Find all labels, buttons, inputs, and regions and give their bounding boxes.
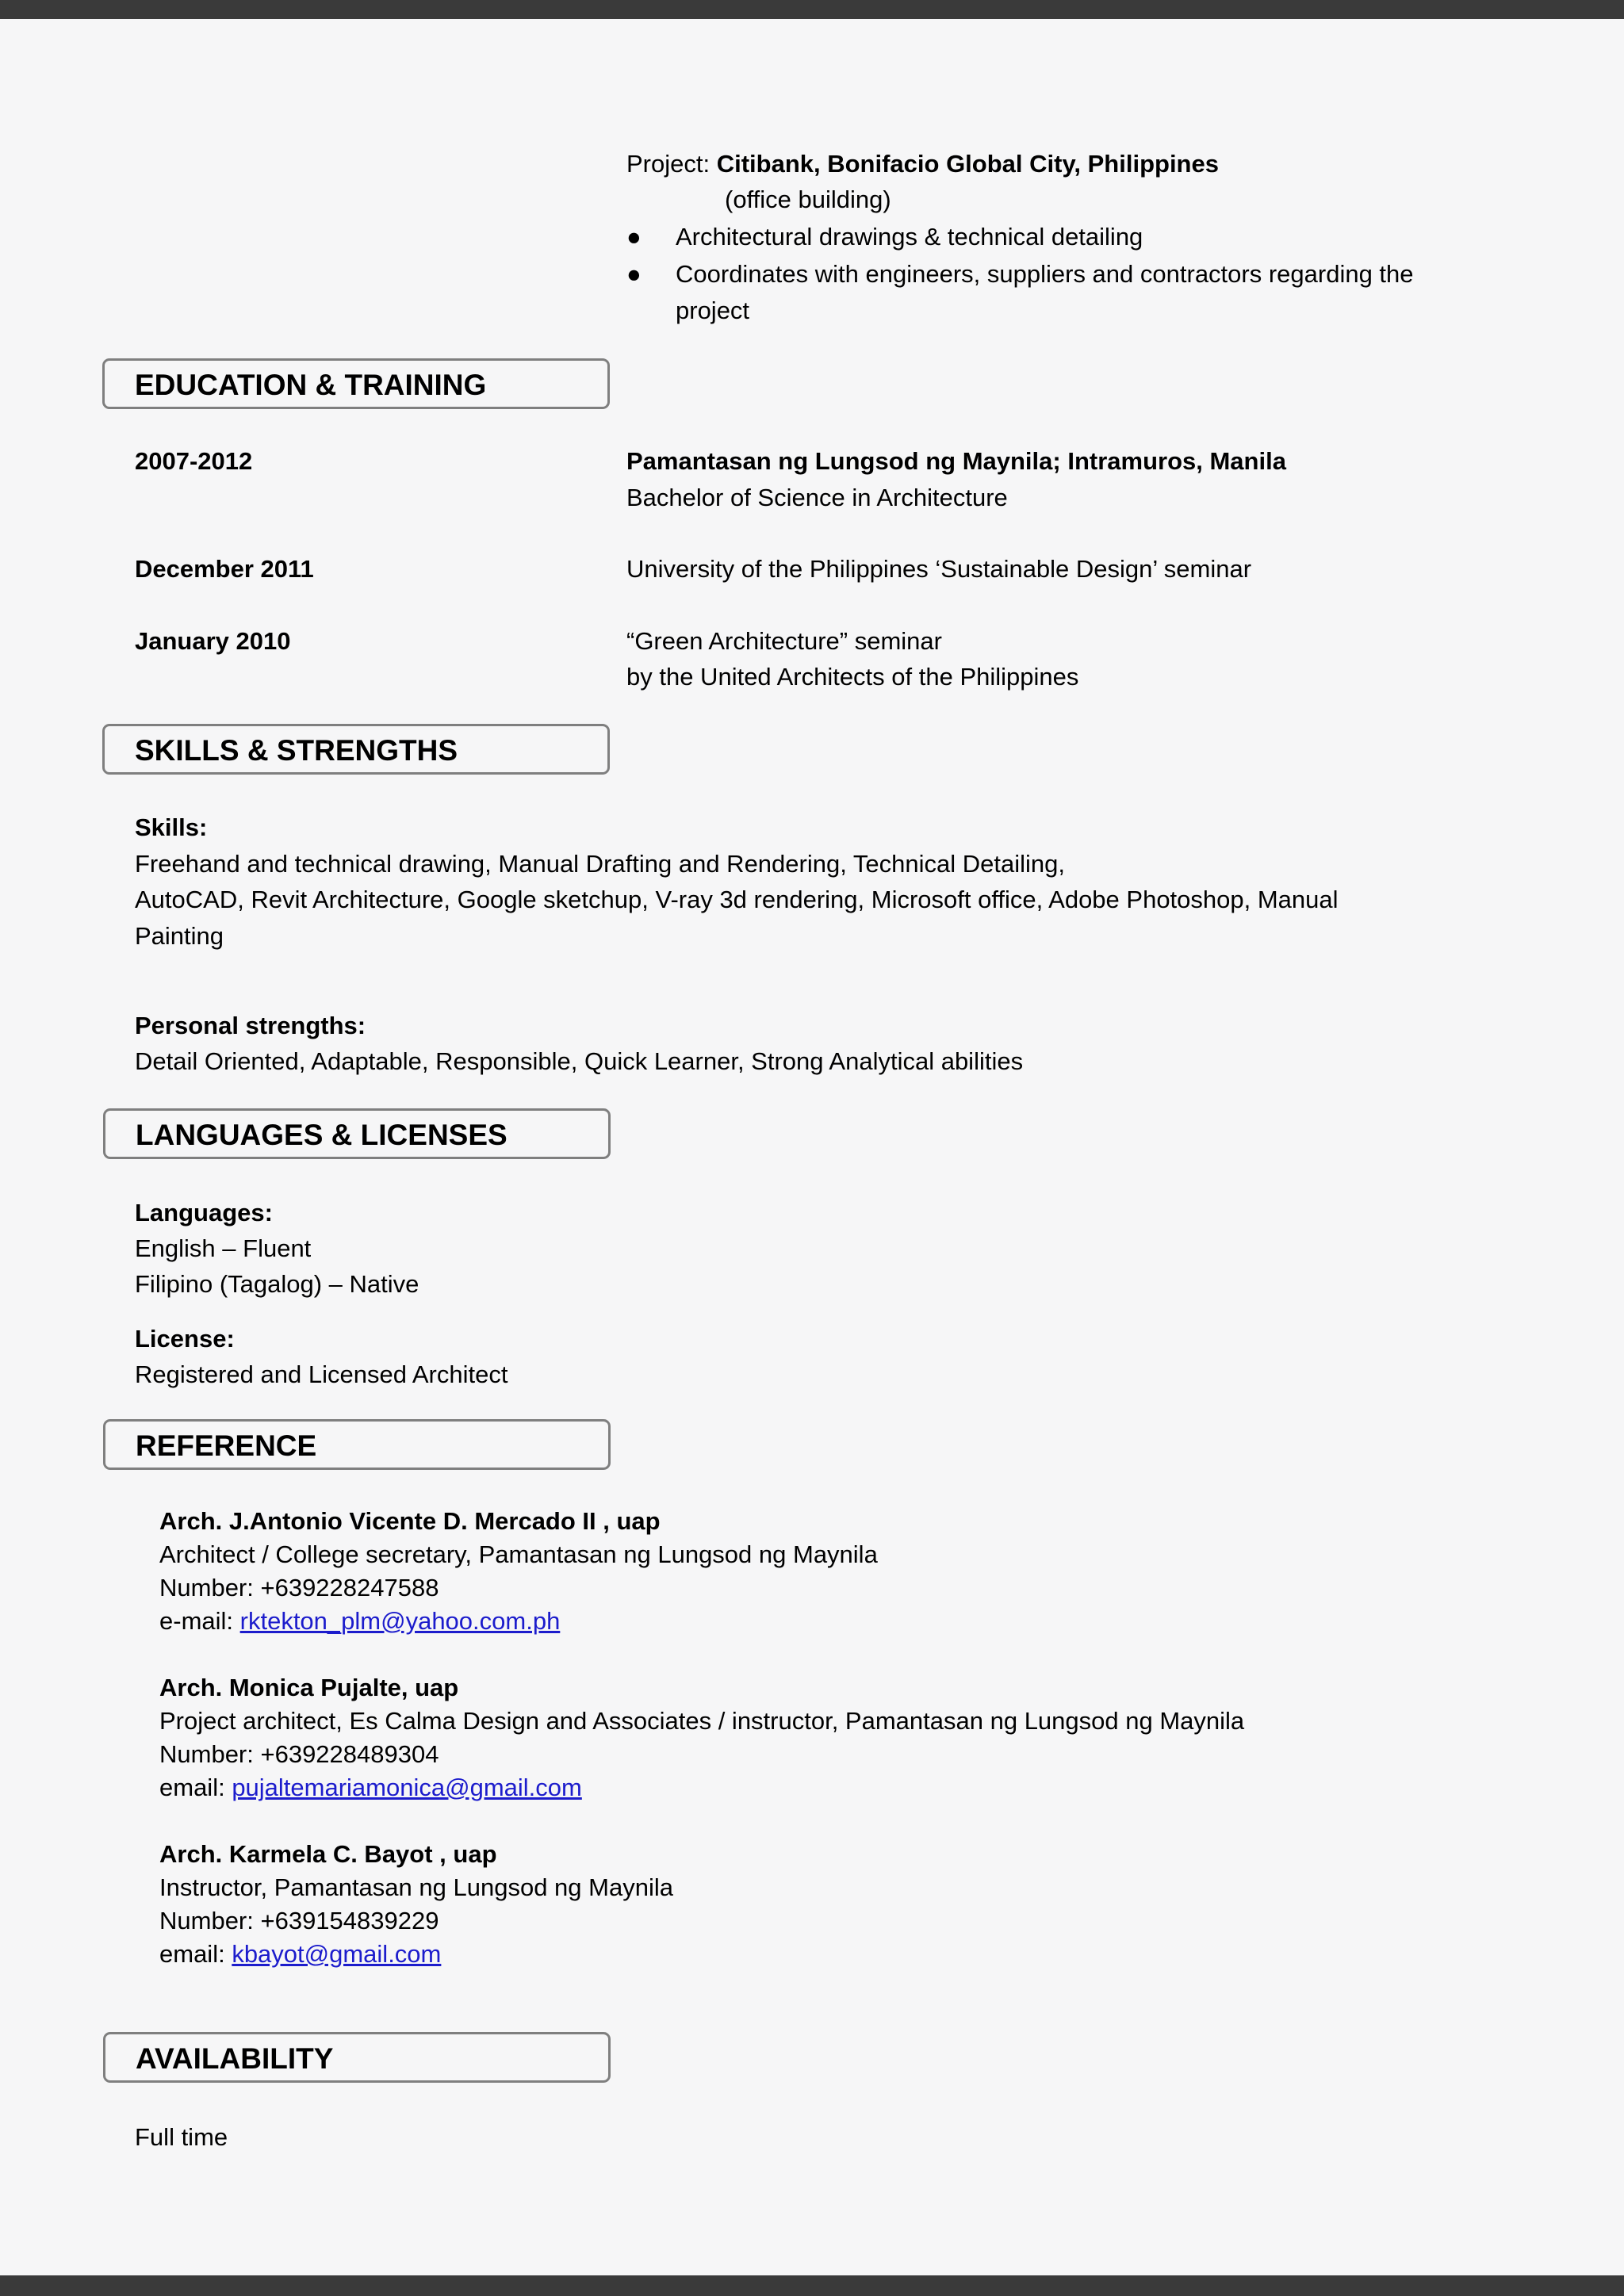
reference-3-number: Number: +639154839229 [159, 1907, 439, 1934]
skills-line-3: Painting [135, 922, 224, 950]
bullet-dot: ● [626, 223, 642, 251]
reference-1-email-line [159, 1605, 560, 1638]
education-date-2: December 2011 [135, 555, 314, 583]
bullet-dot: ● [626, 260, 642, 288]
section-title: REFERENCE [136, 1429, 317, 1462]
section-title: EDUCATION & TRAINING [135, 369, 487, 401]
reference-2-email-line [159, 1771, 582, 1804]
education-seminar-3: “Green Architecture” seminar [626, 627, 942, 655]
education-section-header [102, 358, 610, 409]
section-title: SKILLS & STRENGTHS [135, 734, 458, 767]
language-item-2: Filipino (Tagalog) – Native [135, 1270, 419, 1298]
reference-3-name: Arch. Karmela C. Bayot , uap [159, 1840, 497, 1868]
reference-3-email-line [159, 1938, 441, 1971]
section-title: LANGUAGES & LICENSES [136, 1119, 508, 1151]
education-school-1: Pamantasan ng Lungsod ng Maynila; Intramuros, Manila [626, 447, 1286, 475]
education-seminar-2: University of the Philippines ‘Sustainable Design’ seminar [626, 555, 1252, 583]
education-date-1: 2007-2012 [135, 447, 253, 475]
strengths-label: Personal strengths: [135, 1012, 366, 1039]
reference-1-role: Architect / College secretary, Pamantasan ng Lungsod ng Maynila [159, 1540, 878, 1568]
availability-section-header [103, 2032, 611, 2083]
bottom-border-bar [0, 2275, 1624, 2296]
email-label: e-mail: [159, 1607, 240, 1635]
language-item-1: English – Fluent [135, 1234, 312, 1262]
reference-3-role: Instructor, Pamantasan ng Lungsod ng Maynila [159, 1873, 673, 1901]
reference-1-email-link[interactable]: rktekton_plm@yahoo.com.ph [239, 1607, 561, 1635]
project-name: Citibank, Bonifacio Global City, Philippines [716, 150, 1219, 178]
education-degree-1: Bachelor of Science in Architecture [626, 484, 1008, 511]
skills-section-header [102, 724, 610, 775]
strengths-text: Detail Oriented, Adaptable, Responsible, Quick Learner, Strong Analytical abilities [135, 1047, 1024, 1075]
reference-1-number: Number: +639228247588 [159, 1574, 439, 1601]
reference-3-email-link[interactable]: kbayot@gmail.com [232, 1940, 442, 1968]
project-bullet-2-cont: project [676, 297, 750, 324]
project-type: (office building) [725, 186, 891, 213]
education-date-3: January 2010 [135, 627, 291, 655]
reference-section-header [103, 1419, 611, 1470]
reference-2-name: Arch. Monica Pujalte, uap [159, 1674, 459, 1701]
email-label: email: [159, 1940, 232, 1968]
languages-section-header [103, 1108, 611, 1159]
reference-2-number: Number: +639228489304 [159, 1740, 439, 1768]
languages-label: Languages: [135, 1199, 273, 1226]
reference-2-email-link[interactable]: pujaltemariamonica@gmail.com [232, 1774, 582, 1801]
availability-value: Full time [135, 2123, 228, 2151]
top-border-bar [0, 0, 1624, 19]
project-label: Project: [626, 150, 717, 178]
skills-line-2: AutoCAD, Revit Architecture, Google sketchup, V-ray 3d rendering, Microsoft office, Adobe Photoshop, Manual [135, 886, 1339, 913]
reference-2-role: Project architect, Es Calma Design and Associates / instructor, Pamantasan ng Lungsod ng Maynila [159, 1707, 1245, 1735]
license-label: License: [135, 1325, 235, 1353]
license-text: Registered and Licensed Architect [135, 1360, 508, 1388]
skills-label: Skills: [135, 813, 208, 841]
email-label: email: [159, 1774, 232, 1801]
project-bullet-1: Architectural drawings & technical detailing [676, 223, 1143, 251]
education-seminar-3-org: by the United Architects of the Philippines [626, 663, 1079, 691]
skills-line-1: Freehand and technical drawing, Manual Drafting and Rendering, Technical Detailing, [135, 850, 1065, 878]
project-bullet-2: Coordinates with engineers, suppliers and contractors regarding the [676, 260, 1414, 288]
section-title: AVAILABILITY [136, 2042, 334, 2075]
project-line [626, 146, 1219, 182]
reference-1-name: Arch. J.Antonio Vicente D. Mercado II , uap [159, 1507, 661, 1535]
